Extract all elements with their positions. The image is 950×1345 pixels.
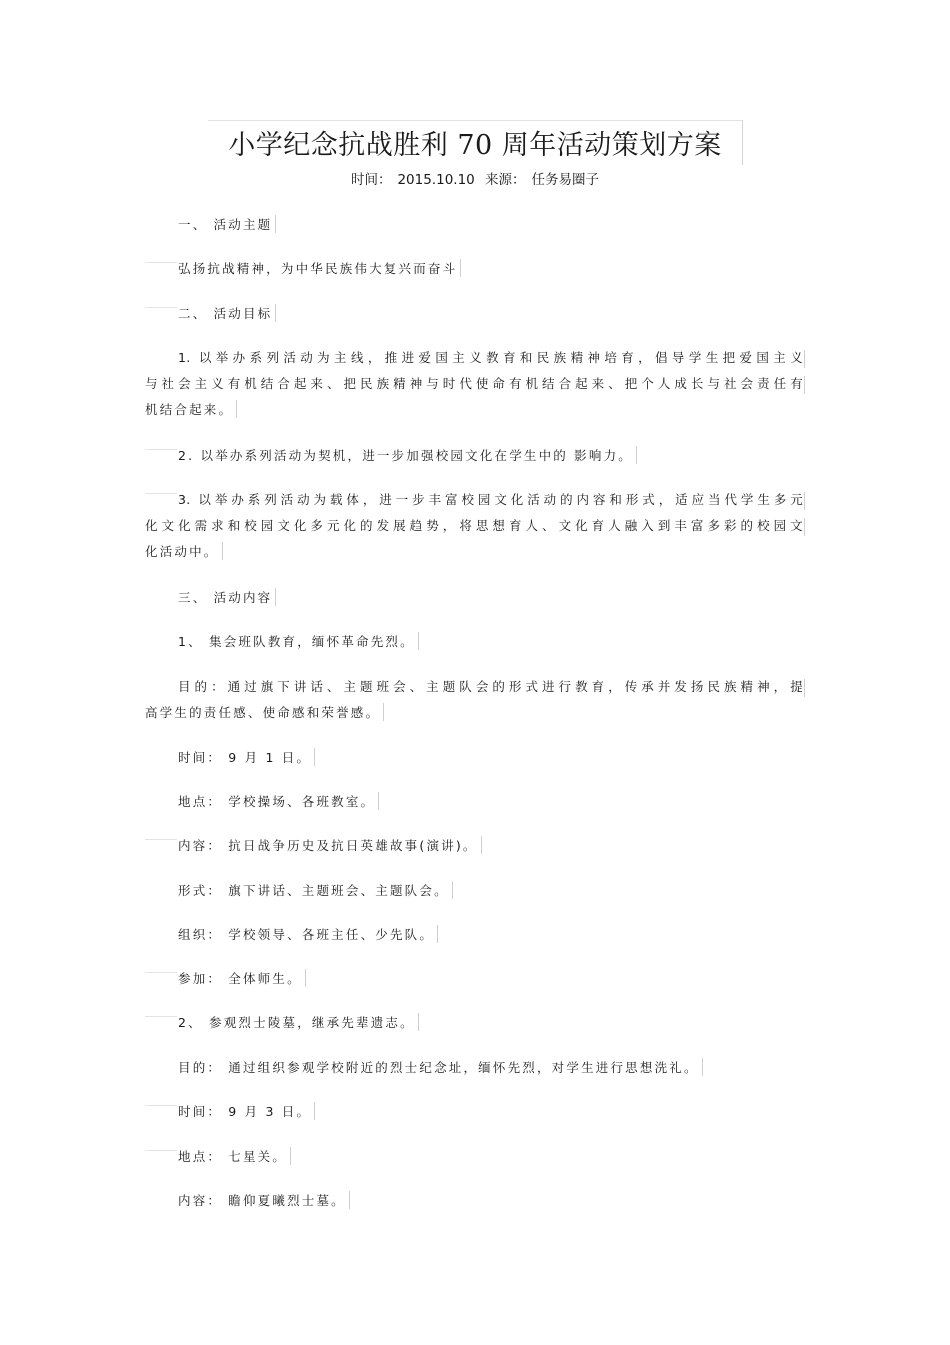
activity-2-title: 2、 参观烈士陵墓，继承先辈遗志。 <box>145 1010 805 1036</box>
activity-1-form: 形式： 旗下讲话、主题班会、主题队会。 <box>145 878 805 904</box>
section-heading-theme: 一、 活动主题 <box>145 212 805 238</box>
activity-2-content: 内容： 瞻仰夏曦烈士墓。 <box>145 1188 805 1214</box>
activity-1-purpose: 目的：通过旗下讲话、主题班会、主题队会的形式进行教育，传承并发扬民族精神，提 高学生的责任感、使命感和荣誉感。 <box>145 679 803 720</box>
goal-2: 2. 以举办系列活动为契机，进一步加强校园文化在学生中的 影响力。 <box>145 443 805 469</box>
document-title: 小学纪念抗战胜利 70 周年活动策划方案 <box>228 130 722 161</box>
meta-time-value: 2015.10.10 <box>397 172 475 188</box>
document-meta <box>208 171 742 189</box>
goal-1: 1. 以举办系列活动为主线，推进爱国主义教育和民族精神培育，倡导学生把爱国主义 与社会主义有机结合起来、把民族精神与时代使命有机结合起来、把个人成长与社会责任有 机结合起来。 <box>145 350 803 417</box>
activity-2-time: 时间： 9 月 3 日。 <box>145 1099 805 1125</box>
activity-1-content: 内容： 抗日战争历史及抗日英雄故事(演讲)。 <box>145 833 805 859</box>
meta-source-label: 来源： <box>485 172 526 188</box>
activity-1-time: 时间： 9 月 1 日。 <box>145 745 805 771</box>
line-edge <box>804 679 805 697</box>
activity-1-organizer: 组织： 学校领导、各班主任、少先队。 <box>145 922 805 948</box>
activity-1-place: 地点： 学校操场、各班教室。 <box>145 789 805 815</box>
activity-1-participants: 参加： 全体师生。 <box>145 966 805 992</box>
line-edge <box>804 376 805 394</box>
section-heading-goals: 二、 活动目标 <box>145 301 805 327</box>
activity-2-place: 地点： 七星关。 <box>145 1144 805 1170</box>
theme-text: 弘扬抗战精神，为中华民族伟大复兴而奋斗 <box>145 256 805 282</box>
section-heading-content: 三、 活动内容 <box>145 585 805 611</box>
activity-2-purpose: 目的： 通过组织参观学校附近的烈士纪念址，缅怀先烈，对学生进行思想洗礼。 <box>145 1055 805 1081</box>
activity-1-title: 1、 集会班队教育，缅怀革命先烈。 <box>145 629 805 655</box>
meta-time-label: 时间： <box>350 172 392 188</box>
meta-source-value: 任务易圈子 <box>531 172 600 188</box>
line-edge <box>804 492 805 510</box>
line-edge <box>804 350 805 368</box>
line-edge <box>804 518 805 536</box>
goal-3: 3. 以举办系列活动为载体，进一步丰富校园文化活动的内容和形式，适应当代学生多元 化文化需求和校园文化多元化的发展趋势，将思想育人、文化育人融入到丰富多彩的校园文 化活动中。 <box>145 492 803 559</box>
